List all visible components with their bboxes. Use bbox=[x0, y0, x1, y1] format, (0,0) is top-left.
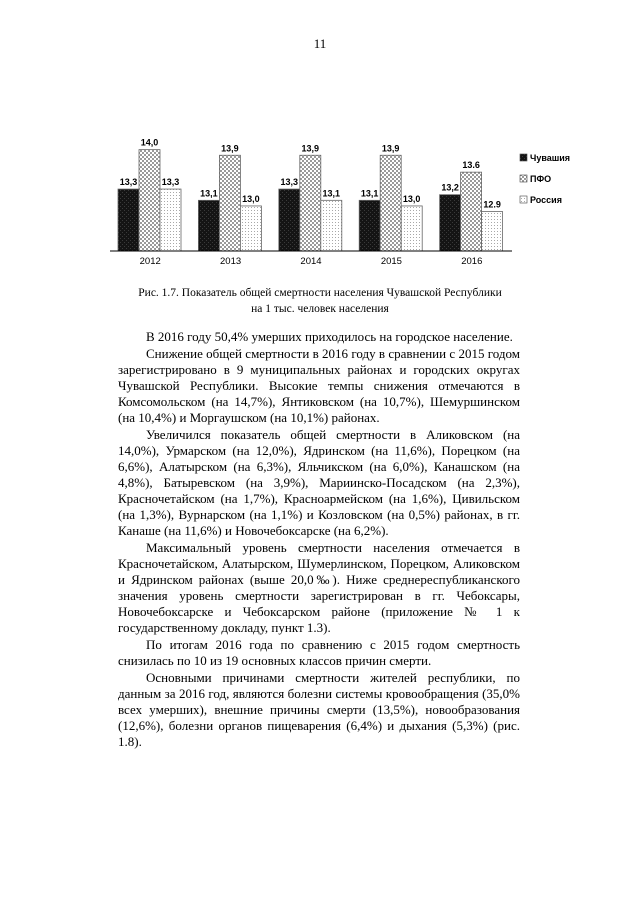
bar bbox=[461, 172, 482, 251]
bar-value-label: 13,1 bbox=[322, 188, 341, 199]
paragraph: По итогам 2016 года по сравнению с 2015 годом смертность снизилась по 10 из 19 основных классов причин смерти. bbox=[118, 637, 520, 668]
x-tick-label: 2012 bbox=[139, 256, 161, 267]
mortality-bar-chart bbox=[100, 122, 571, 280]
legend-swatch bbox=[520, 196, 527, 203]
paragraph: В 2016 году 50,4% умерших приходилось на городское население. bbox=[146, 329, 513, 344]
bar bbox=[380, 155, 401, 251]
bar bbox=[482, 212, 503, 251]
bar-value-label: 14,0 bbox=[140, 137, 159, 148]
page-number: 11 bbox=[313, 36, 327, 51]
x-ticks-layer bbox=[140, 256, 483, 267]
bar-value-label: 13,0 bbox=[402, 193, 421, 204]
paragraph: Снижение общей смертности в 2016 году в сравнении с 2015 годом зарегистрировано в 9 муниципальных районах и городских округах Чувашской Республики. Высокие темпы снижения отмечаются в Комсомольском (на 14,7%), Янтиковском (на 10,7%), Шемуршинском (на 10,4%) и Моргаушском (на 10,1%) районах. bbox=[118, 346, 520, 425]
figure-caption bbox=[60, 285, 580, 317]
bar bbox=[160, 189, 181, 251]
bar-value-label: 13,0 bbox=[242, 193, 260, 204]
bar bbox=[401, 206, 422, 251]
bar-value-label: 13,9 bbox=[221, 143, 239, 154]
bar bbox=[198, 200, 219, 251]
bar-value-label: 12.9 bbox=[483, 199, 501, 210]
bars-layer bbox=[118, 150, 503, 251]
legend-swatch bbox=[520, 175, 527, 182]
legend-label: Россия bbox=[530, 195, 562, 205]
bar-value-label: 13,3 bbox=[280, 177, 299, 188]
bar bbox=[359, 200, 380, 251]
paragraph: Максимальный уровень смертности населения отмечается в Красночетайском, Алатырском, Шумерлинском, Порецком, Аликовском и Ядринском районах (выше 20,0‰). Ниже среднереспубликанского значения уровень смертности зарегистрирован в гг. Чебоксары, Новочебоксарске и Чебоксарском районе (приложение № 1 к государственному докладу, пункт 1.3). bbox=[118, 540, 520, 635]
bar bbox=[118, 189, 139, 251]
bar bbox=[279, 189, 300, 251]
bar bbox=[139, 150, 160, 251]
bar bbox=[219, 155, 240, 251]
legend-swatch bbox=[520, 154, 527, 161]
bar bbox=[440, 195, 461, 251]
x-tick-label: 2015 bbox=[380, 256, 402, 267]
legend-label: Чувашия bbox=[530, 153, 571, 163]
bar bbox=[300, 155, 321, 251]
paragraph: Увеличился показатель общей смертности в Аликовском (на 14,0%), Урмарском (на 12,0%), Ядринском (на 11,6%), Порецком (на 6,6%), Алатырском (на 6,3%), Яльчикском (на 6,0%), Канашском (на 4,8%), Батыревском (на 3,9%), Мариинско-Посадском (на 2,3%), Красночетайском (на 1,7%), Красноармейском (на 1,6%), Цивильском (на 1,3%), Вурнарском (на 1,1%) и Козловском (на 0,5%) районах, в гг. Канаше (на 11,6%) и Новочебоксарске (на 6,2%). bbox=[118, 427, 520, 538]
bar-value-label: 13,2 bbox=[441, 182, 459, 193]
legend-label: ПФО bbox=[530, 174, 552, 184]
bar-value-label: 13,3 bbox=[119, 177, 138, 188]
x-tick-label: 2014 bbox=[300, 256, 322, 267]
bar bbox=[321, 200, 342, 251]
bar-value-label: 13,1 bbox=[200, 188, 218, 199]
bar bbox=[240, 206, 261, 251]
bar-value-label: 13,9 bbox=[301, 143, 320, 154]
caption-line-2: на 1 тыс. человек населения bbox=[251, 303, 389, 315]
chart-legend bbox=[520, 153, 570, 205]
paragraph: Основными причинами смертности жителей республики, по данным за 2016 год, являются болезни системы кровообращения (35,0% всех умерших), внешние причины смерти (13,5%), новообразования (12,6%), болезни органов пищеварения (6,4%) и дыхания (5,3%) (рис. 1.8). bbox=[118, 670, 520, 749]
caption-line-1: Рис. 1.7. Показатель общей смертности населения Чувашской Республики bbox=[138, 287, 502, 299]
x-tick-label: 2013 bbox=[220, 256, 242, 267]
bar-value-label: 13.6 bbox=[462, 160, 480, 171]
bar-value-label: 13,3 bbox=[161, 177, 180, 188]
bar-value-label: 13,1 bbox=[360, 188, 379, 199]
bar-value-label: 13,9 bbox=[381, 143, 400, 154]
body-text bbox=[118, 329, 520, 751]
x-tick-label: 2016 bbox=[461, 256, 483, 267]
